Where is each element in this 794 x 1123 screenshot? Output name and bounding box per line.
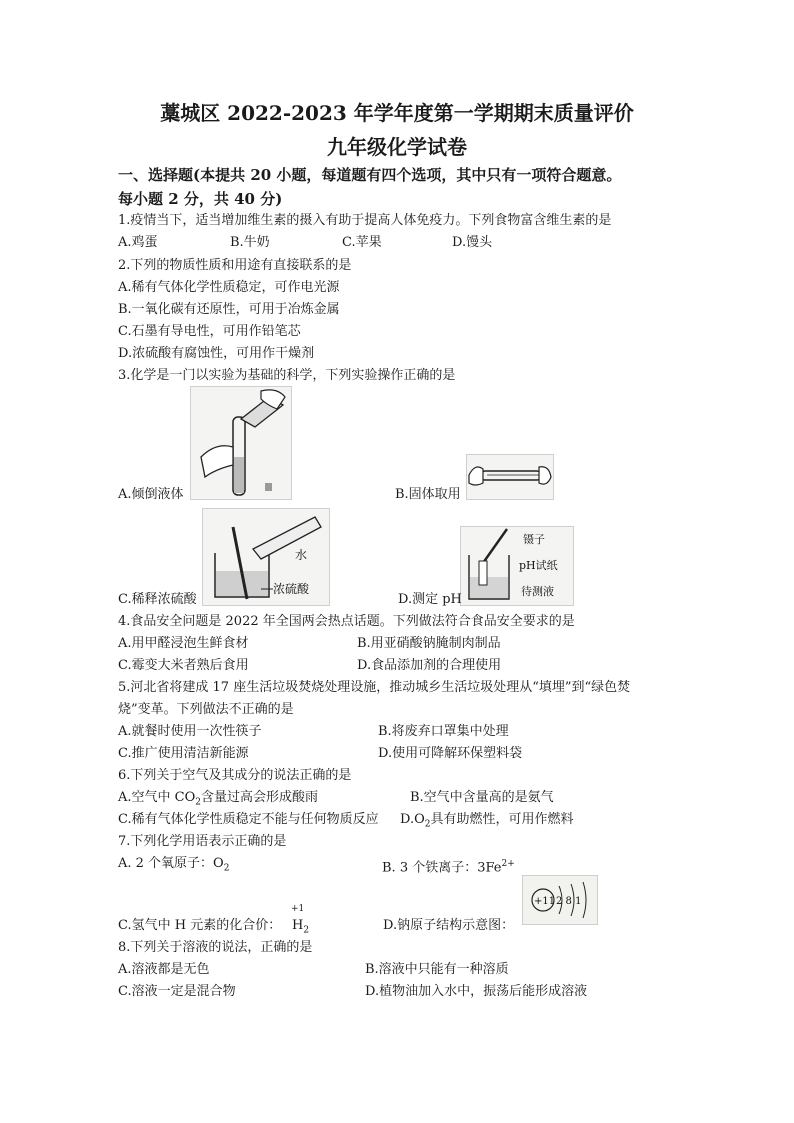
- q5-option-d: D.使用可降解环保塑料袋: [378, 746, 523, 761]
- q2-option-b: B.一氧化碳有还原性，可用于冶炼金属: [118, 302, 340, 317]
- q1-option-a: A.鸡蛋: [118, 235, 158, 250]
- exam-title: 藁城区 2022-2023 年学年度第一学期期末质量评价: [160, 101, 634, 125]
- measure-ph-illustration: [461, 527, 573, 605]
- q2-option-a: A.稀有气体化学性质稳定，可作电光源: [118, 280, 340, 295]
- q3-stem: 3.化学是一门以实验为基础的科学，下列实验操作正确的是: [118, 368, 456, 383]
- q5-stem-line2: 烧”变革。下列做法不正确的是: [118, 702, 294, 717]
- q4-option-a: A.用甲醛浸泡生鲜食材: [118, 636, 249, 651]
- q1-option-b: B.牛奶: [230, 235, 270, 250]
- q3-option-c: C.稀释浓硫酸: [118, 592, 197, 607]
- q1-stem: 1.疫情当下，适当增加维生素的摄入有助于提高人体免疫力。下列食物富含维生素的是: [118, 213, 612, 228]
- q1-option-c: C.苹果: [342, 235, 382, 250]
- section-heading-line1: 一、选择题(本提共 20 小题，每道题有四个选项，其中只有一项符合题意。: [118, 166, 622, 184]
- q7-hydrogen-formula: $H_2$: [292, 918, 310, 936]
- q5-option-a: A.就餐时使用一次性筷子: [118, 724, 262, 739]
- q5-option-b: B.将废弃口罩集中处理: [378, 724, 509, 739]
- dilute-acid-illustration: [203, 509, 329, 605]
- q6-stem: 6.下列关于空气及其成分的说法正确的是: [118, 768, 352, 783]
- q7-option-c: C.氢气中 H 元素的化合价：: [118, 918, 282, 933]
- label-water: 水: [295, 548, 308, 562]
- q2-option-c: C.石墨有导电性，可用作铅笔芯: [118, 324, 301, 339]
- q5-stem-line1: 5.河北省将建成 17 座生活垃圾焚烧处理设施，推动城乡生活垃圾处理从“填埋”到“绿色焚: [118, 680, 631, 695]
- q4-stem: 4.食品安全问题是 2022 年全国两会热点话题。下列做法符合食品安全要求的是: [118, 614, 575, 629]
- q7-option-b: B. 3 个铁离子：$3Fe^{2+}$: [382, 859, 515, 876]
- figure-solid-transfer: [466, 454, 554, 500]
- figure-sodium-atom: [522, 875, 598, 925]
- q8-option-a: A.溶液都是无色: [118, 962, 210, 977]
- q7-option-a: A. 2 个氧原子：$O_2$: [118, 856, 230, 874]
- section-heading-line2: 每小题 2 分，共 40 分): [118, 190, 283, 208]
- q3-option-b: B.固体取用: [395, 487, 461, 502]
- solid-transfer-illustration: [467, 455, 553, 499]
- q3-option-d: D.测定 pH: [398, 592, 462, 607]
- figure-dilute-acid: [202, 508, 330, 606]
- q2-option-d: D.浓硫酸有腐蚀性，可用作干燥剂: [118, 346, 315, 361]
- figure-pouring-liquid: [190, 386, 292, 500]
- atom-nucleus-label: +11: [534, 896, 556, 907]
- q4-option-d: D.食品添加剂的合理使用: [357, 658, 502, 673]
- label-tweezers: 镊子: [523, 533, 545, 546]
- q4-option-b: B.用亚硝酸钠腌制肉制品: [357, 636, 501, 651]
- sodium-atom-diagram: [523, 876, 597, 924]
- label-concentrated-acid: 浓硫酸: [273, 582, 310, 596]
- q8-option-d: D.植物油加入水中，振荡后能形成溶液: [365, 984, 588, 999]
- q7-option-d: D.钠原子结构示意图：: [383, 918, 515, 933]
- pouring-liquid-illustration: [191, 387, 291, 499]
- atom-shells-label: 2 8 1: [556, 896, 582, 907]
- q7-stem: 7.下列化学用语表示正确的是: [118, 834, 287, 849]
- figure-measure-ph: [460, 526, 574, 606]
- label-ph-paper: pH试纸: [519, 559, 558, 572]
- q7-valence-mark: +1: [291, 904, 305, 914]
- q6-option-c: C.稀有气体化学性质稳定不能与任何物质反应: [118, 812, 379, 827]
- q6-option-b: B.空气中含量高的是氨气: [410, 790, 554, 805]
- q6-option-a: A.空气中 $CO_2$含量过高会形成酸雨: [118, 790, 319, 808]
- label-test-liquid: 待测液: [521, 585, 554, 598]
- q5-option-c: C.推广使用清洁新能源: [118, 746, 249, 761]
- q8-option-b: B.溶液中只能有一种溶质: [365, 962, 509, 977]
- q8-option-c: C.溶液一定是混合物: [118, 984, 236, 999]
- exam-subtitle: 九年级化学试卷: [327, 135, 467, 159]
- q8-stem: 8.下列关于溶液的说法，正确的是: [118, 940, 313, 955]
- q6-option-d: $D.O_2$具有助燃性，可用作燃料: [400, 812, 574, 830]
- q4-option-c: C.霉变大米者熟后食用: [118, 658, 249, 673]
- q1-option-d: D.馒头: [452, 235, 493, 250]
- q2-stem: 2.下列的物质性质和用途有直接联系的是: [118, 258, 352, 273]
- q3-option-a: A.倾倒液体: [118, 487, 184, 502]
